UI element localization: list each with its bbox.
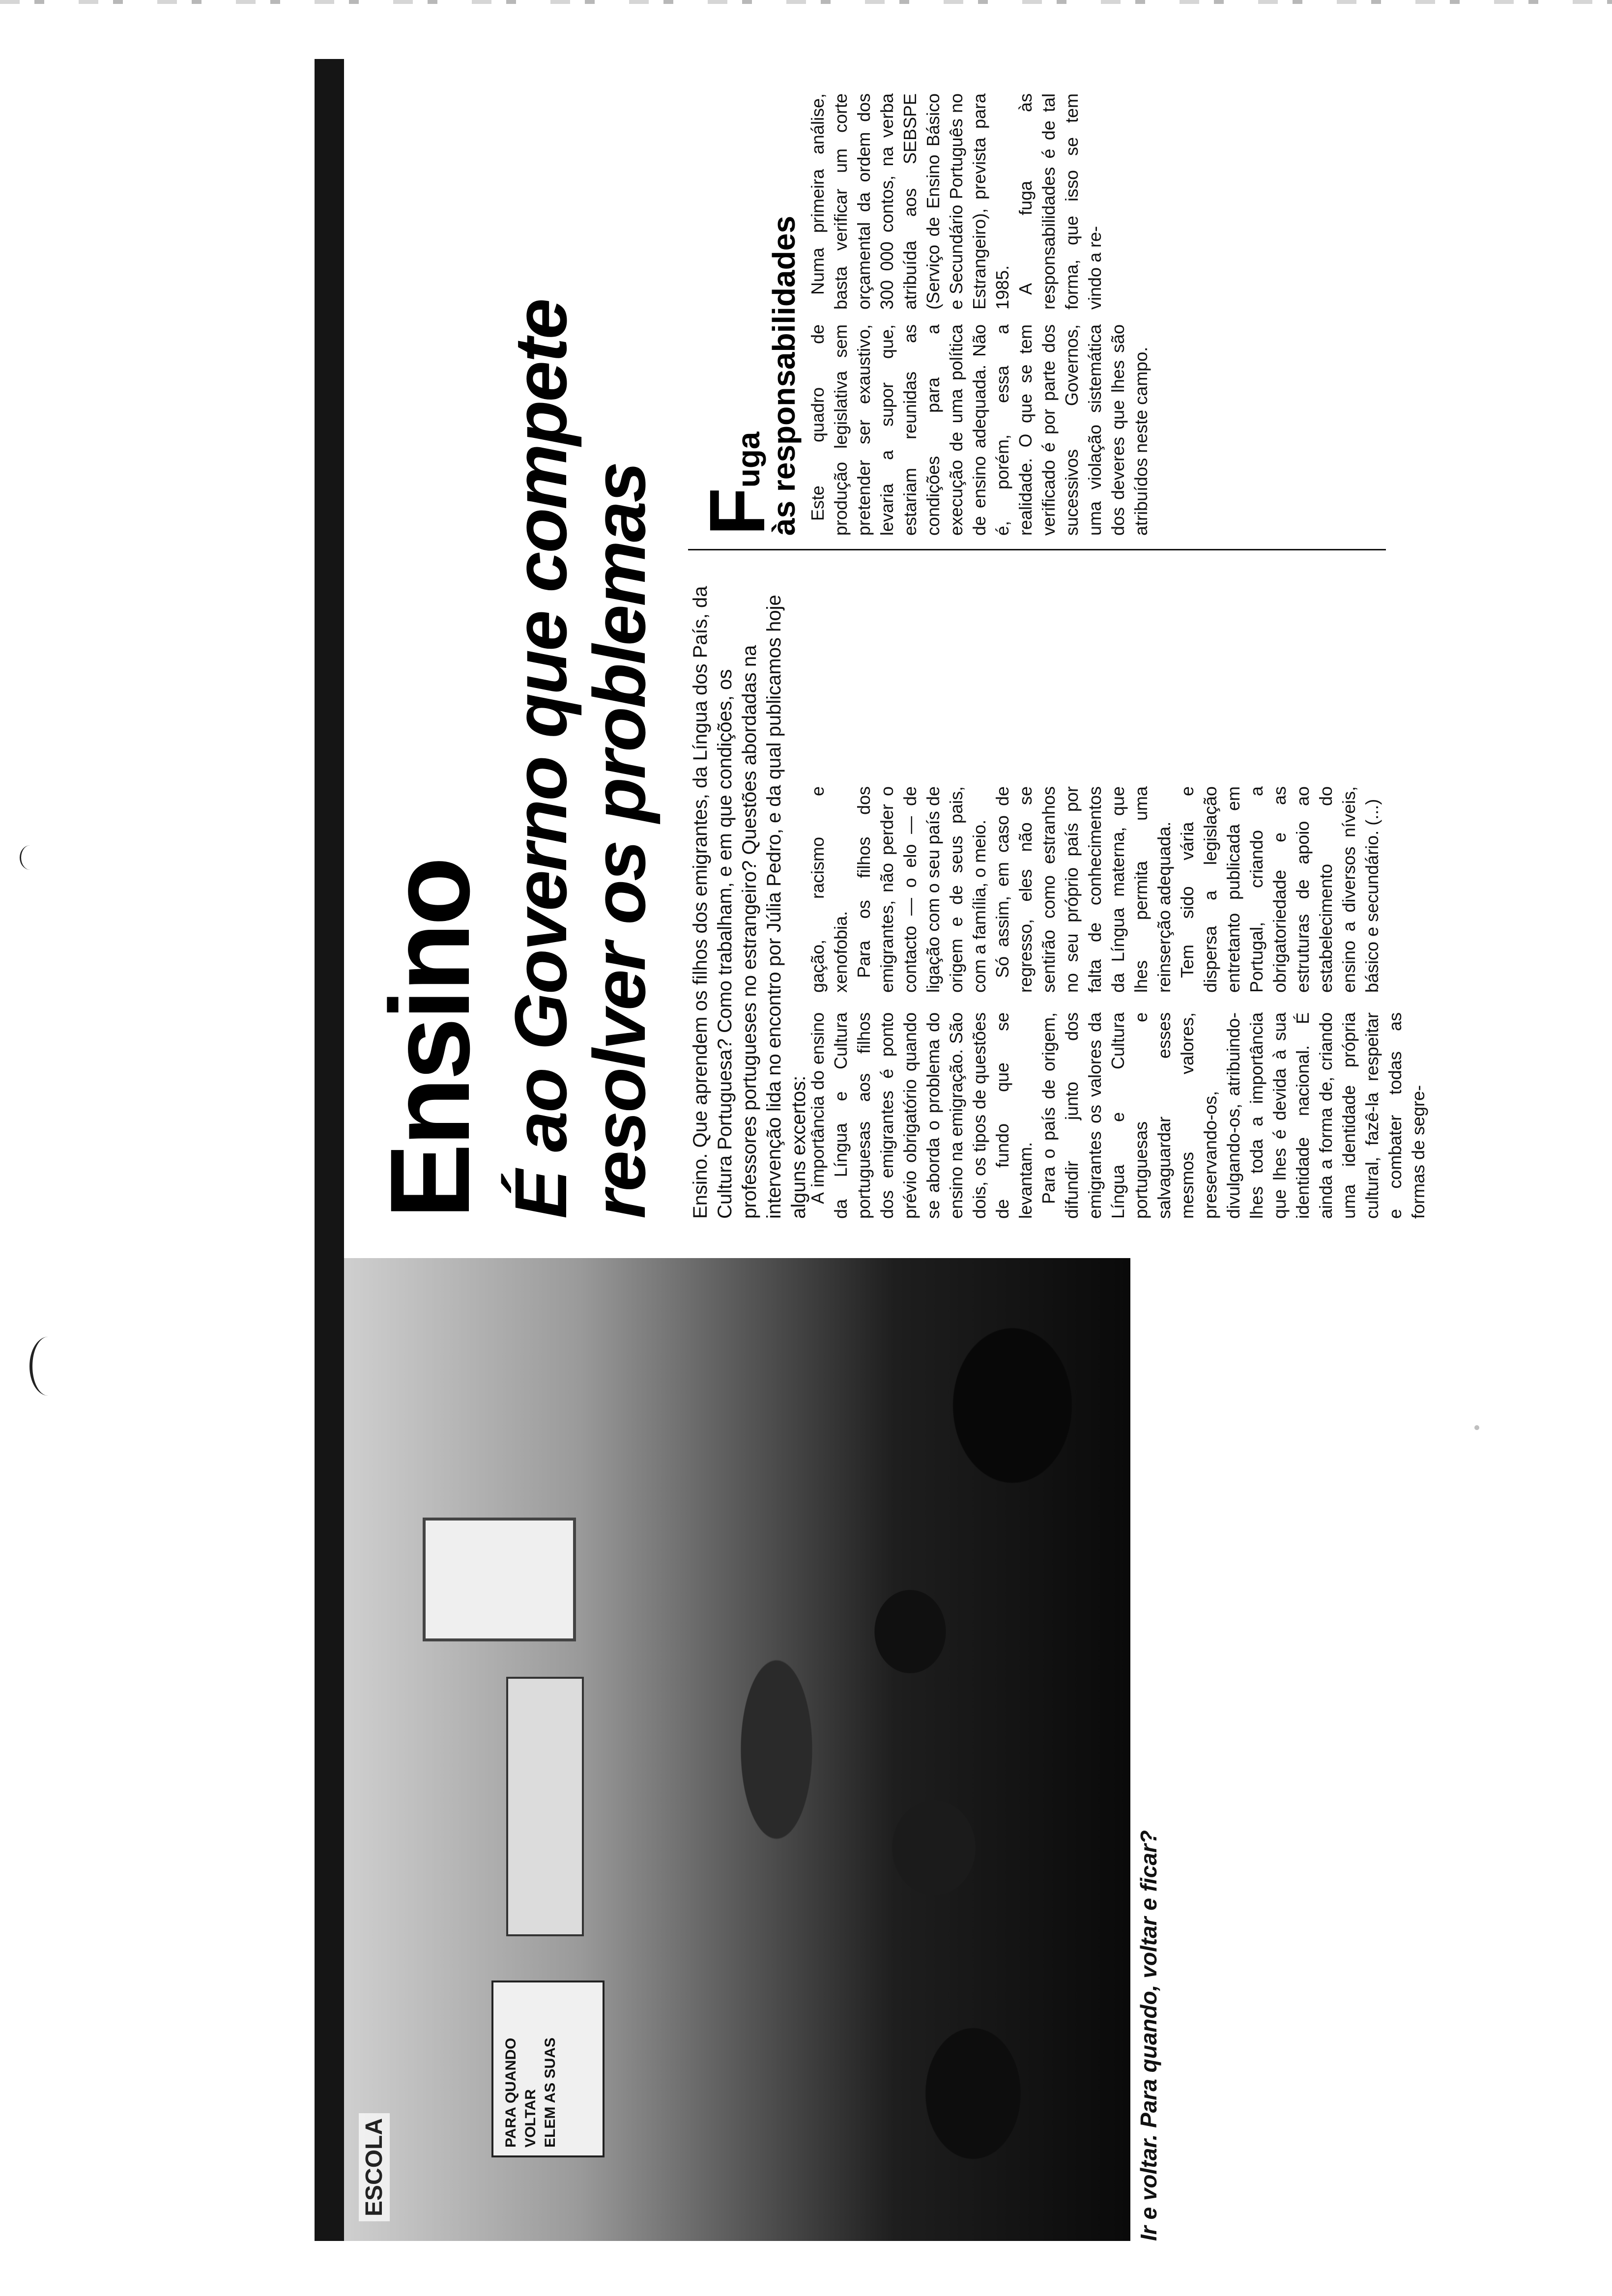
headline: É ao Governo que compete resolver os problemas [499,299,661,1219]
scan-mark [20,845,41,870]
article [315,59,1428,2241]
paragraph: A importância do ensino da Língua e Cultura portuguesas aos filhos dos emigrantes é ponto prévio obrigatório quando se aborda o problema do ensino na emigração. São dois, os tipos de questões de fundo que se levantam. [807,1012,1036,1219]
paragraph: A fuga às responsabilidades é de tal forma, que isso se tem vindo a re- [1015,93,1105,310]
photo-caption: Ir e voltar. Para quando, voltar e ficar? [1136,1830,1161,2241]
subheading-word: uga [731,431,766,488]
drop-initial: F [693,488,781,536]
photo-sign: ESCOLA [359,2113,390,2221]
subheading-line2: às responsabilidades [766,216,802,536]
photo-banner [491,1980,604,2157]
photo-border [315,59,344,2241]
paragraph: gação, racismo e xenofobia. [807,786,851,993]
scan-edge [0,0,1612,4]
text-column-2 [806,786,1383,993]
lead-paragraph: Ensino. Que aprendem os filhos dos emigrantes, da Língua dos País, da Cultura Portuguesa? Como trabalham, e em que condições, os professores portugueses no estrangeiro? Questões abordadas na intervenção lida no encontro por Júlia Pedro, e da qual publicamos hoje alguns excertos: [690,586,809,1219]
text-column-4 [806,93,1106,310]
paragraph: Este quadro de produção legislativa sem pretender ser exaustivo, levaria a supor que, estariam reunidas as condições para a execução de uma política de ensino adequada. Não é, porém, essa a realidade. O que se tem verificado é por parte dos sucessivos Governos, uma violação sistemática dos deveres que lhes são atribuídos neste campo. [807,324,1151,536]
paragraph: Para os filhos dos emigrantes, não perder o contacto — o elo — de ligação com o seu país de origem e de seus pais, com a família, o meio. [854,786,989,993]
paragraph: Tem sido vária e dispersa a legislação entretanto publicada em Portugal, criando a obrigatoriedade e as estruturas de apoio ao estabelecimento do ensino a diversos níveis, básico e secundário. (...) [1177,786,1382,993]
photo-board [506,1677,584,1936]
text-column-3 [806,324,1152,536]
banner-text: PARA QUANDO VOLTAR ELEM AS SUAS [503,2038,558,2148]
scan-mark [29,1337,67,1396]
subheading [693,93,802,536]
paragraph: Numa primeira análise, basta verificar um corte orçamental da ordem dos 300 000 contos, na verba atribuída aos SEBSPE (Serviço de Ensino Básico e Secundário Português no Estrangeiro), prevista para 1985. [807,93,1012,310]
text-column-1 [806,1012,1430,1219]
ink-blot [1474,1425,1479,1430]
paragraph: Para o país de origem, difundir junto dos emigrantes os valores da Língua e Cultura portuguesas e salvaguardar esses mesmos valores, preservando-os, divulgando-os, atribuindo-lhes toda a importância que lhes é devida à sua identidade nacional. É ainda a forma de, criando uma identidade própria cultural, fazê-la respeitar e combater todas as formas de segre- [1038,1012,1428,1219]
section-kicker: Ensino [367,860,493,1219]
article-photo [344,1258,1130,2241]
paragraph: Só assim, em caso de regresso, eles não se sentirão como estranhos no seu próprio país por falta de conhecimentos da Língua materna, que lhes permita uma reinserção adequada. [992,786,1174,993]
column-divider [688,549,1386,550]
photo-window [423,1518,576,1641]
